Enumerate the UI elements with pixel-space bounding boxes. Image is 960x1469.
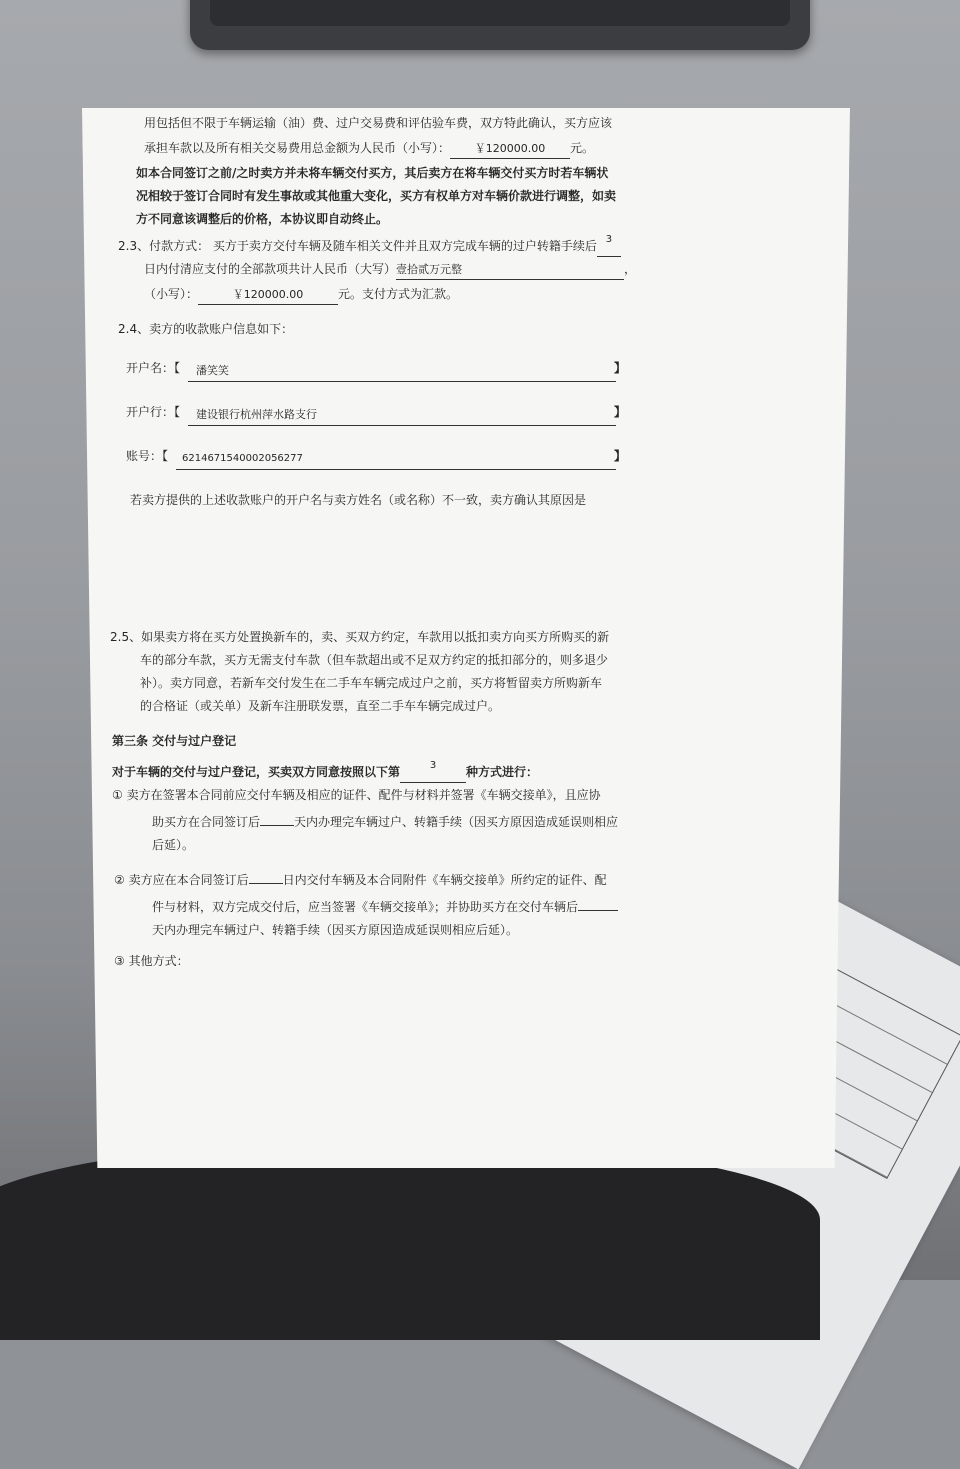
option-3-text: 其他方式：: [128, 954, 189, 968]
account-number-value: 6214671540002056277: [182, 453, 303, 464]
clause-2-3-text: 付款方式： 买方于卖方交付车辆及随车相关文件并且双方完成车辆的过户转籍手续后: [149, 239, 597, 253]
clause-2-5-line3: 补）。卖方同意，若新车交付发生在二手车车辆完成过户之前，买方将暂留卖方所购新车: [140, 676, 603, 690]
payment-days-value: [597, 234, 621, 257]
article-3-intro: [112, 761, 748, 784]
account-name-close: 】: [613, 361, 626, 375]
delivery-method-value: [400, 760, 466, 783]
article-3-intro-b: 种方式进行：: [466, 765, 539, 779]
clause-2-4-text: 卖方的收款账户信息如下：: [149, 322, 294, 336]
account-name-value: 潘笑笑: [196, 364, 229, 377]
bank-label: 开户行：【: [126, 405, 181, 419]
amount-lower-label: （小写）：: [144, 287, 199, 301]
article-3-intro-a: 对于车辆的交付与过户登记，买卖双方同意按照以下第: [112, 765, 401, 779]
option-2-line2: [152, 892, 748, 919]
account-number-label: 账号：【: [126, 449, 169, 463]
amount-upper-label: 日内付清应支付的全部款项共计人民币（大写）: [144, 262, 397, 276]
clause-2-5-line1: [110, 626, 748, 649]
bank-value: 建设银行杭州萍水路支行: [196, 408, 317, 421]
clause-2-2-bold2: 况相较于签订合同时有发生事故或其他重大变化，买方有权单方对车辆价款进行调整，如卖: [136, 189, 617, 203]
amount-lower-value: ￥120000.00: [198, 286, 338, 305]
clause-2-5-line4: 的合格证（或关单）及新车注册联发票，直至二手车车辆完成过户。: [140, 699, 501, 713]
option-1-text1: 卖方在签署本合同前应交付车辆及相应的证件、配件与材料并签署《车辆交接单》，且应协: [126, 788, 601, 802]
option-1-line3: 后延）。: [152, 838, 195, 852]
option-2-number: ②: [114, 873, 125, 887]
clause-2-5-number: 2.5、: [110, 630, 142, 644]
contract-text: [110, 112, 748, 968]
option-3-number: ③: [114, 954, 125, 968]
total-amount-label: 承担车款以及所有相关交易费用总金额为人民币（小写）：: [144, 141, 451, 155]
option-2-days-blank: [249, 865, 283, 884]
payment-days-text: 3: [605, 234, 613, 245]
clause-2-5-text1: 如果卖方将在买方处置换新车的，卖、买双方约定，车款用以抵扣卖方向买方所购买的新: [141, 630, 610, 644]
clause-2-4-number: 2.4、: [118, 322, 150, 336]
account-number-row: [126, 437, 626, 477]
amount-upper-value: 壹拾贰万元整: [396, 261, 624, 280]
clause-2-3-number: 2.3、: [118, 239, 150, 253]
clause-2-5-line2: 车的部分车款，买方无需支付车款（但车款超出或不足双方约定的抵扣部分的，则多退少: [140, 653, 609, 667]
clause-2-3-line2: [144, 258, 748, 281]
amount-upper-comma: ，: [624, 262, 637, 276]
dark-fabric: [0, 1140, 820, 1340]
bank-row: [126, 393, 626, 433]
keyboard: [190, 0, 810, 50]
account-number-close: 】: [613, 449, 626, 463]
option-1-text2a: 助买方在合同签订后: [152, 815, 261, 829]
total-amount-value: ￥120000.00: [450, 140, 570, 159]
account-name-row: [126, 349, 626, 389]
option-1-line2: [152, 807, 748, 834]
option-2-text1a: 卖方应在本合同签订后: [128, 873, 249, 887]
clause-2-3-line1: [118, 235, 748, 258]
total-amount-unit: 元。: [570, 141, 595, 155]
clause-2-2-bold3: 方不同意该调整后的价格，本协议即自动终止。: [136, 212, 389, 226]
option-2-line1: [114, 865, 748, 892]
option-1-text2b: 天内办理完车辆过户、转籍手续（因买方原因造成延误则相应: [294, 815, 619, 829]
option-1-line1: [112, 784, 748, 807]
clause-2-2-line2: [144, 137, 748, 160]
payment-method-text: 元。支付方式为汇款。: [338, 287, 459, 301]
clause-2-2-line1: 用包括但不限于车辆运输（油）费、过户交易费和评估验车费，双方特此确认，买方应该: [144, 116, 613, 130]
option-3-line: [114, 950, 748, 973]
option-2-text2: 件与材料，双方完成交付后，应当签署《车辆交接单》；并协助买方在交付车辆后: [152, 900, 579, 914]
option-2-line3: 天内办理完车辆过户、转籍手续（因买方原因造成延误则相应后延）。: [152, 923, 519, 937]
delivery-method-text: 3: [429, 760, 437, 771]
clause-2-4-title: [118, 318, 748, 341]
option-1-number: ①: [112, 788, 123, 802]
option-1-days-blank: [260, 807, 294, 826]
bank-close: 】: [613, 405, 626, 419]
account-name-label: 开户名：【: [126, 361, 181, 375]
account-name-underline: [188, 363, 616, 382]
keyboard-keys: [210, 0, 790, 26]
option-2-text1b: 日内交付车辆及本合同附件《车辆交接单》所约定的证件、配: [282, 873, 607, 887]
article-3-heading: 第三条 交付与过户登记: [112, 734, 237, 748]
option-2-transfer-days-blank: [578, 892, 618, 911]
account-mismatch-note: 若卖方提供的上述收款账户的开户名与卖方姓名（或名称）不一致，卖方确认其原因是: [130, 493, 587, 507]
clause-2-3-line3: [144, 283, 748, 306]
clause-2-2-bold1: 如本合同签订之前/之时卖方并未将车辆交付买方，其后卖方在将车辆交付买方时若车辆状: [136, 166, 609, 180]
